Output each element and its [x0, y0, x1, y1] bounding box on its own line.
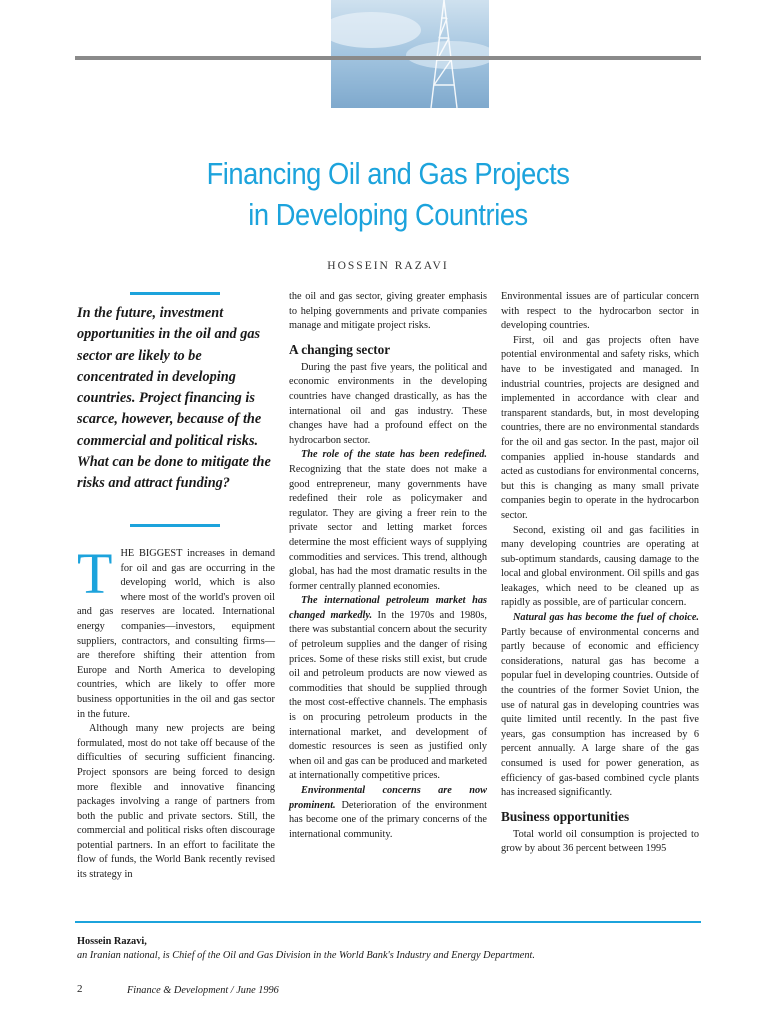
header-photo	[331, 0, 489, 108]
drop-cap: T	[77, 541, 113, 606]
section-heading-business-opportunities: Business opportunities	[501, 808, 630, 824]
run-in-heading: Natural gas has become the fuel of choice.	[513, 612, 699, 624]
column-3	[501, 290, 699, 857]
paragraph: The role of the state has been redefined. Recognizing that the state does not make a good entrepreneur, many governments have redefined their role as policymaker and regulator. They are giving a freer rein to the private sector and letting market forces determine the most efficient ways of supplying commodities and services. This trend, although global, has had the most dramatic results in the former centrally planned economies.	[289, 449, 487, 592]
paragraph: First, oil and gas projects often have potential environmental and safety risks, which have to be investigated and managed. In industrial countries, projects are designed and implemented in accordance with clear and transparent standards, but, in most developing countries, there are no environmental standards for the oil and gas sector. In the past, major oil companies applied in-house standards and acted as custodians for environmental concerns, but this is changing as many small private companies begin to operate in the hydrocarbon sector.	[501, 334, 699, 521]
oil-derrick-image	[331, 0, 489, 108]
paragraph-continued: Environmental issues are of particular concern with respect to the hydrocarbon sector in developing countries.	[501, 291, 699, 332]
footer-rule	[75, 921, 701, 923]
column-2	[289, 290, 487, 842]
paragraph: Although many new projects are being formulated, most do not take off because of the difficulties of securing sufficient financing. Project sponsors are being forced to design more flexible and innovative financing packages involving a range of partners from both the public and private sectors. Still, the commercial and political risks often discourage potential partners. In an effort to facilitate the flow of funds, the World Bank recently revised its strategy in	[77, 723, 275, 881]
section-heading-changing-sector: A changing sector	[289, 341, 391, 357]
paragraph: During the past five years, the political and economic environments in the developing countries have changed drastically, as has the international oil and gas industry. These changes have had a profound effect on the hydrocarbon sector.	[289, 361, 487, 446]
pullquote-rule-top	[130, 292, 220, 295]
paragraph: Environmental concerns are now prominent. Deterioration of the environment has become one of the primary concerns of the international community.	[289, 785, 487, 840]
author-byline: HOSSEIN RAZAVI	[327, 260, 449, 272]
paragraph-continued: the oil and gas sector, giving greater emphasis to helping governments and private companies manage and mitigate project risks.	[289, 291, 487, 332]
run-in-heading: Environmental concerns are now prominent.	[289, 785, 487, 811]
article-title	[113, 153, 664, 235]
publication-citation: Finance & Development / June 1996	[127, 985, 279, 996]
paragraph: Second, existing oil and gas facilities in many developing countries are operating at sub-optimum standards, causing damage to the local and global environment. Oil spills and gas leakages, which need to be cleaned up as rapidly as possible, are of particular concern.	[501, 524, 699, 609]
page-number: 2	[77, 983, 83, 995]
author-bio-text: an Iranian national, is Chief of the Oil and Gas Division in the World Bank's Industry and Energy Department.	[77, 950, 535, 961]
top-rule	[75, 56, 701, 60]
title-line-1: Financing Oil and Gas Projects	[206, 156, 570, 191]
pullquote: In the future, investment opportunities in the oil and gas sector are likely to be concentrated in developing countries. Project financing is scarce, however, because of the commercial and political risks. What can be done to mitigate the risks and attract funding?	[77, 305, 271, 492]
paragraph: The international petroleum market has changed markedly. In the 1970s and 1980s, there was substantial concern about the security of petroleum supplies and the danger of rising prices. Some of these risks still exist, but crude oil and petroleum products are now viewed as commodities that should be supplied through the most cost-effective channels. The emphasis is on procuring petroleum products in the international market, and development of domestic resources is seen as justified only when oil and gas can be produced and marketed at internationally competitive prices.	[289, 595, 488, 782]
paragraph: Natural gas has become the fuel of choice. Partly because of environmental concerns and partly because of economic and efficiency considerations, natural gas has become a popular fuel in developing countries. Outside of the countries of the former Soviet Union, the use of natural gas in developing countries was quite limited until recently. In the past five years, gas consumption has increased by 6 percent annually. A large share of the gas consumed is used for power generation, as efficiency of gas-based combined cycle plants has increased significantly.	[501, 612, 699, 799]
title-line-2: in Developing Countries	[248, 197, 528, 232]
intro-text: HE BIGGEST increases in demand for oil and gas are occurring in the developing world, which is also where most of the world's proven oil and gas reserves are located. International energy companies—investors, equipment suppliers, contractors, and consulting firms—are therefore shifting their attention from Europe and North America to developing countries, which are likely to offer more business opportunities in the oil and gas sector in the future.	[77, 548, 275, 720]
run-in-heading: The international petroleum market has changed markedly.	[289, 595, 487, 621]
pullquote-rule-bottom	[130, 524, 220, 527]
intro-paragraph	[77, 541, 275, 722]
paragraph: Total world oil consumption is projected to grow by about 36 percent between 1995	[501, 828, 699, 855]
run-in-heading: The role of the state has been redefined.	[301, 449, 487, 461]
column-1	[77, 541, 275, 883]
author-bio-name: Hossein Razavi,	[77, 936, 147, 947]
